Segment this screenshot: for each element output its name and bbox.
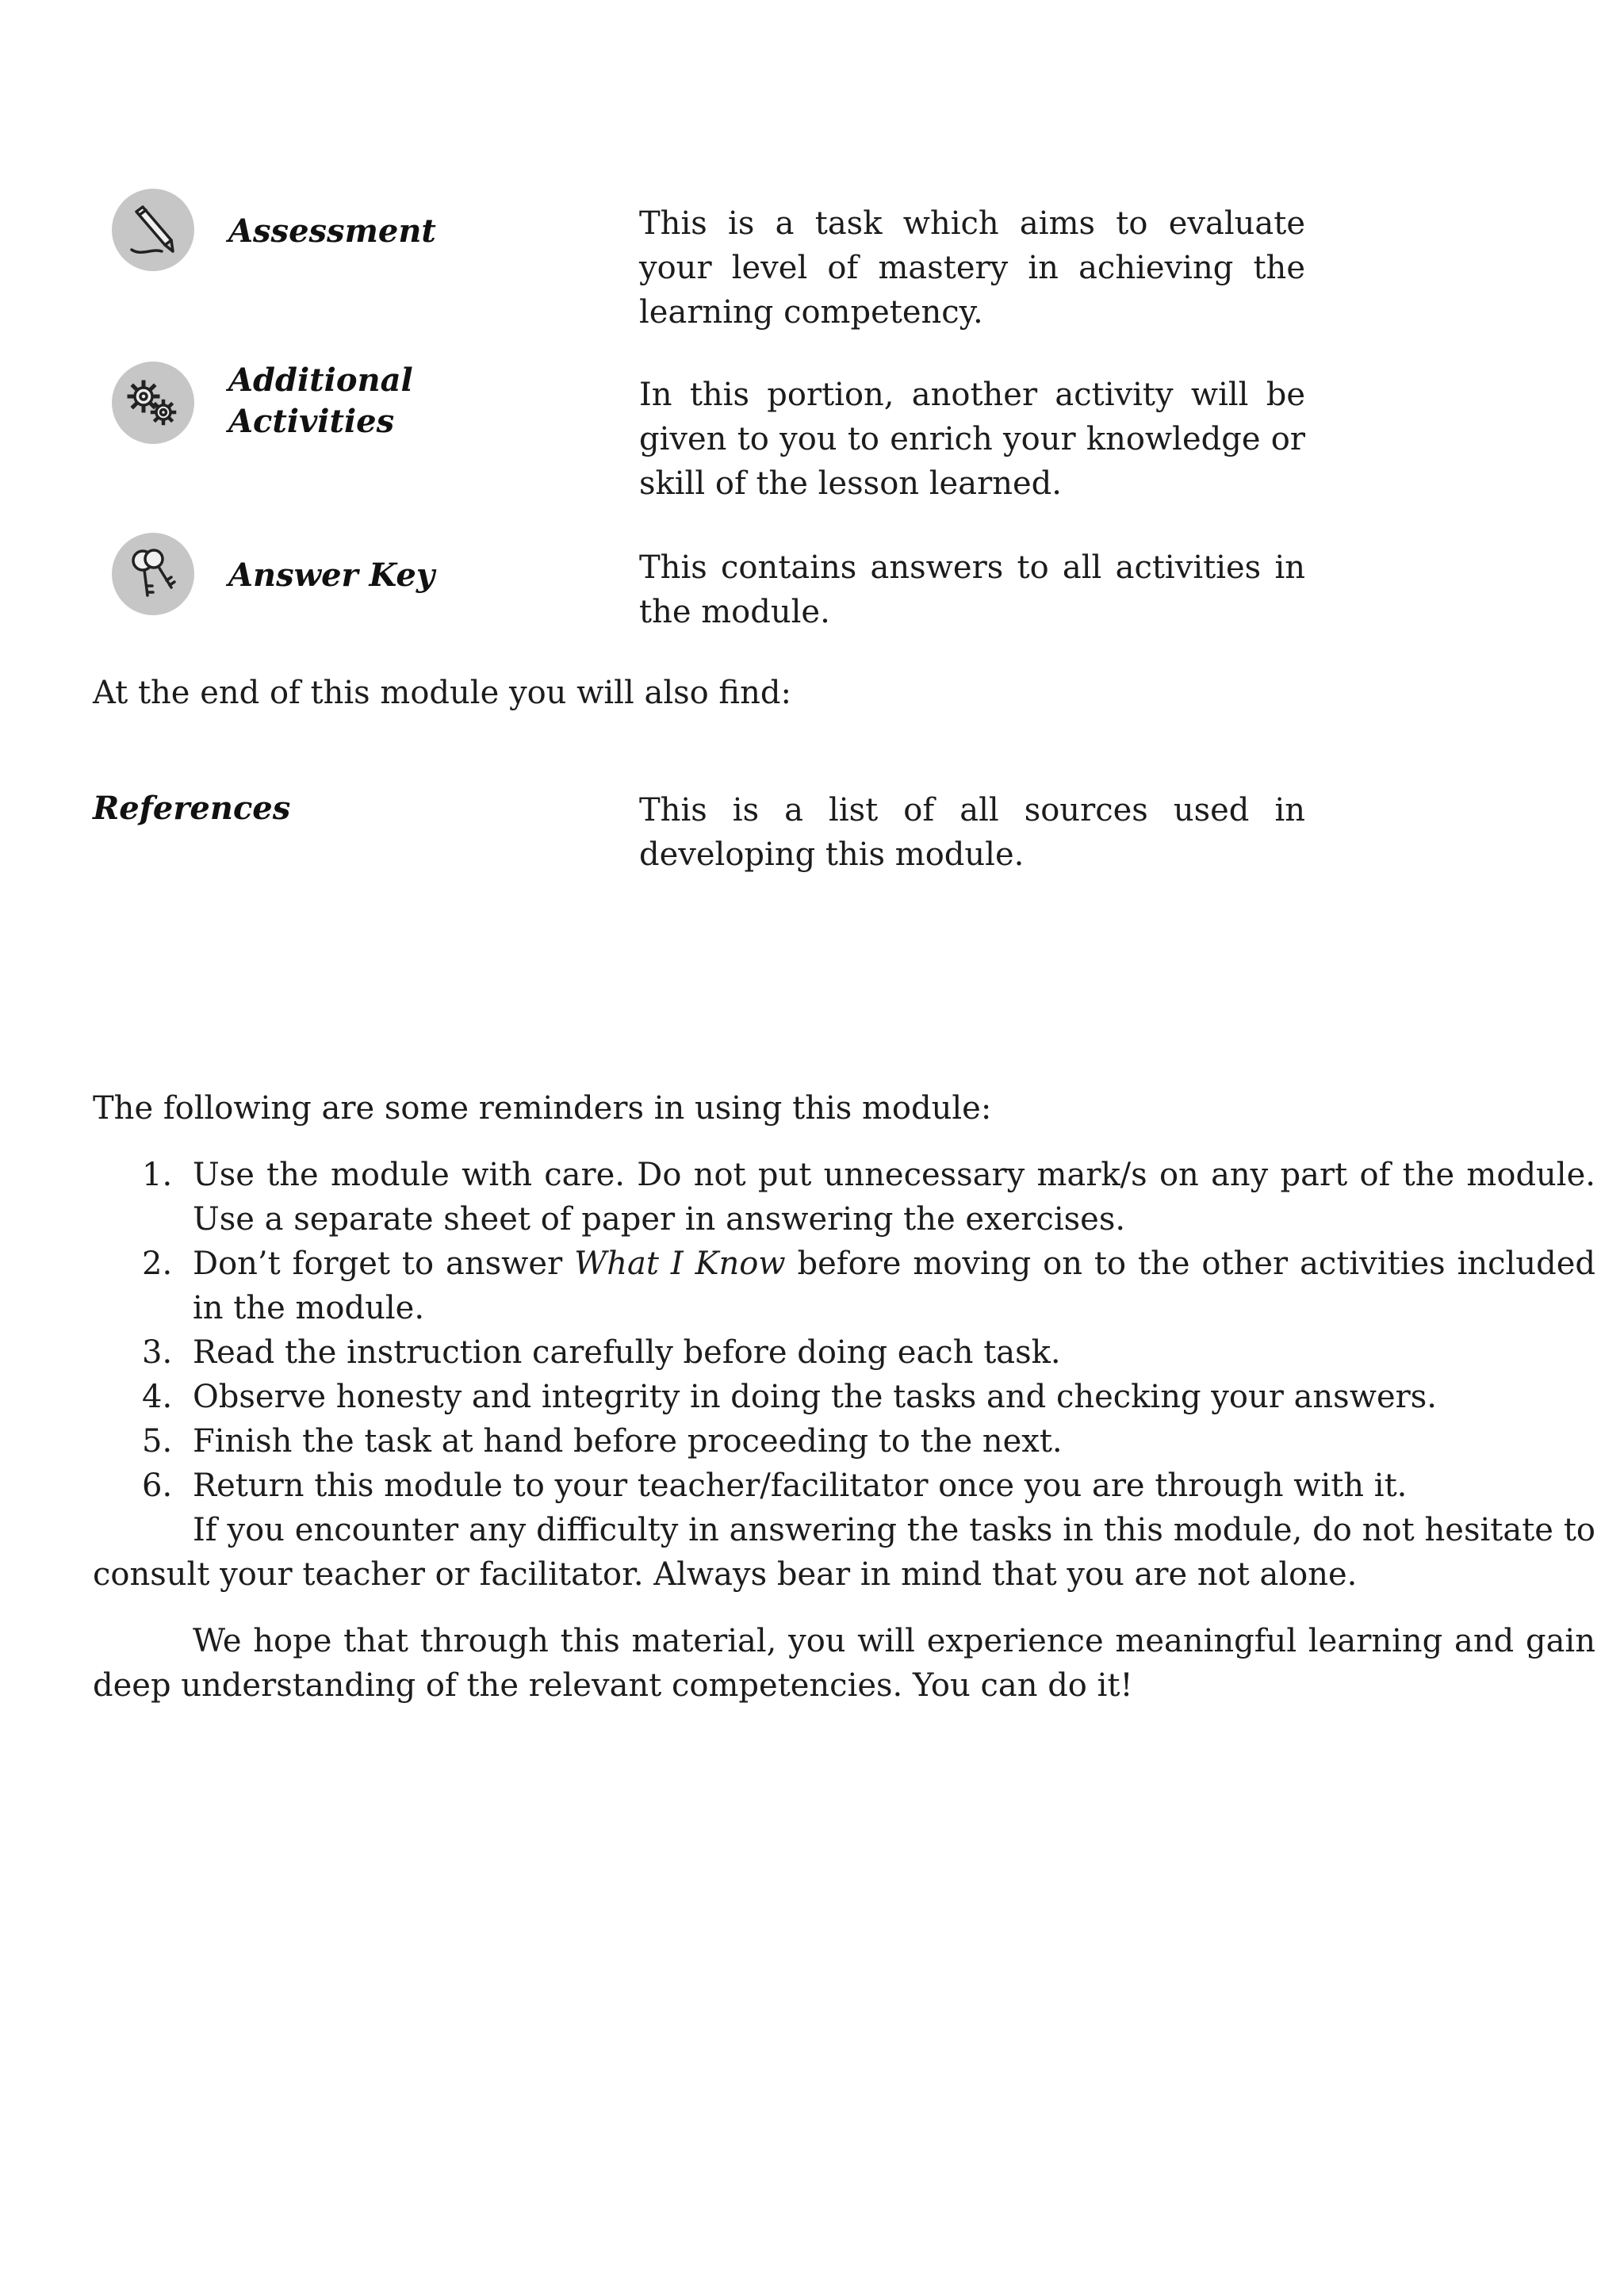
list-item-text-before: Don’t forget to answer [193,1246,575,1282]
term-references: References [93,790,291,827]
list-item [93,1375,1595,1419]
desc-additional-activities: In this portion, another activity will be given to you to enrich your knowledge or skill of the lesson learned. [639,377,1305,502]
desc-answer-key: This contains answers to all activities in the module. [639,549,1305,630]
list-item-number: 3. [142,1334,173,1371]
reminders-lead: The following are some reminders in using this module: [93,1090,992,1127]
list-item-text: Use the module with care. Do not put unnecessary mark/s on any part of the module. Use a separate sheet of paper in answering the exercises. [193,1157,1595,1238]
list-item-number: 2. [142,1246,173,1282]
list-item-text-after: before moving on to the other activities included in the module. [193,1246,1595,1326]
list-item-text: Return this module to your teacher/facilitator once you are through with it. [193,1468,1408,1504]
term-assessment: Assessment [228,212,436,250]
desc-references: This is a list of all sources used in developing this module. [639,792,1305,873]
list-item [93,1330,1595,1375]
closing-paragraph: If you encounter any difficulty in answering the tasks in this module, do not hesitate to consult your teacher or facilitator. Always bear in mind that you are not alone. [93,1512,1595,1593]
end-intro: At the end of this module you will also find: [93,675,791,711]
list-item-italic-title: What I Know [574,1246,786,1282]
list-item-text: Observe honesty and integrity in doing the tasks and checking your answers. [193,1379,1437,1415]
list-item [93,1242,1595,1330]
list-item-number: 6. [142,1468,173,1504]
desc-assessment: This is a task which aims to evaluate your level of mastery in achieving the learning competency. [639,205,1305,331]
list-item-number: 1. [142,1157,173,1193]
term-additional-activities [228,360,413,442]
list-item-number: 5. [142,1423,173,1460]
term-additional-line2: Activities [228,403,395,440]
keys-icon [112,533,194,615]
term-additional-line1: Additional [228,362,413,399]
pencil-icon [112,189,194,271]
list-item-text: Read the instruction carefully before doing each task. [193,1334,1061,1371]
reminders-list [93,1153,1595,1508]
list-item-number: 4. [142,1379,173,1415]
gears-icon [112,362,194,444]
term-answer-key: Answer Key [228,557,435,594]
reminders-section [93,1086,1595,1708]
list-item-text: Finish the task at hand before proceeding to the next. [193,1423,1063,1460]
list-item [93,1419,1595,1464]
closing-paragraph-2: We hope that through this material, you will experience meaningful learning and gain deep understanding of the relevant competencies. You can do it! [93,1623,1595,1704]
list-item [93,1153,1595,1242]
list-item [93,1464,1595,1508]
